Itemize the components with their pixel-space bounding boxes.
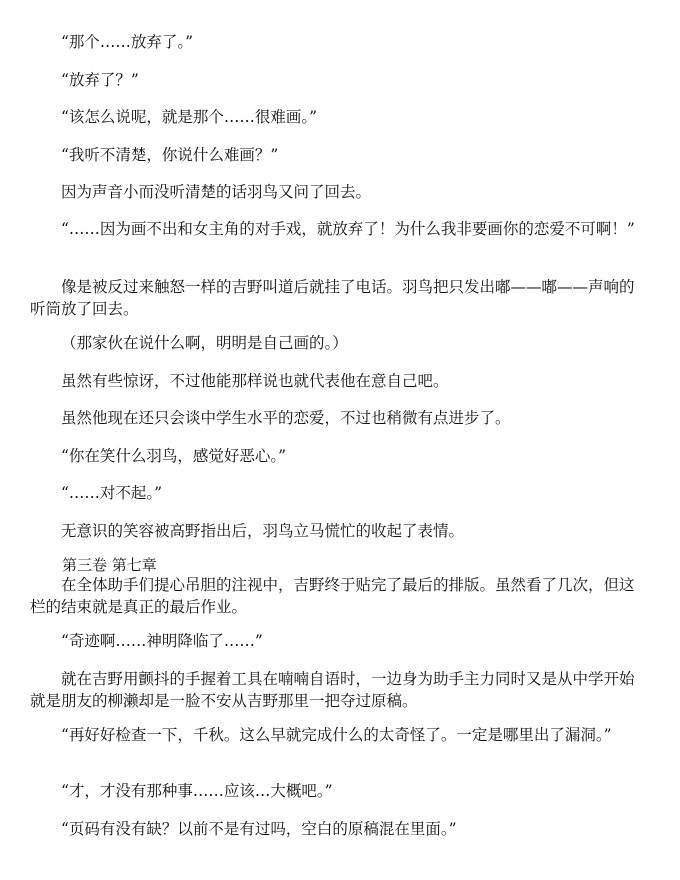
paragraph: 虽然他现在还只会谈中学生水平的恋爱，不过也稍微有点进步了。 — [61, 409, 511, 427]
paragraph: “才，才没有那种事……应该…大概吧。” — [61, 782, 333, 800]
paragraph: 因为声音小而没听清楚的话羽鸟又问了回去。 — [61, 183, 372, 201]
paragraph: “……因为画不出和女主角的对手戏，就放弃了！为什么我非要画你的恋爱不可啊！” — [61, 220, 635, 238]
paragraph: （那家伙在说什么啊，明明是自己画的。） — [61, 334, 348, 352]
paragraph: “……对不起。” — [61, 484, 163, 502]
chapter-heading: 第三卷 第七章 — [62, 556, 157, 574]
paragraph: “我听不清楚，你说什么难画？” — [61, 146, 279, 164]
paragraph: 在全体助手们提心吊胆的注视中，吉野终于贴完了最后的排版。虽然看了几次，但这栏的结束就是真正的最后作业。 — [30, 576, 635, 616]
paragraph: 虽然有些惊讶，不过他能那样说也就代表他在意自己吧。 — [61, 372, 449, 390]
paragraph: “页码有没有缺？以前不是有过吗，空白的原稿混在里面。” — [61, 820, 457, 838]
paragraph: “那个……放弃了。” — [61, 33, 194, 51]
paragraph: 像是被反过来触怒一样的吉野叫道后就挂了电话。羽鸟把只发出嘟——嘟——声响的听筒放了回去。 — [30, 278, 635, 318]
paragraph: “再好好检查一下，千秋。这么早就完成什么的太奇怪了。一定是哪里出了漏洞。” — [61, 726, 612, 744]
paragraph: “你在笑什么羽鸟，感觉好恶心。” — [61, 447, 287, 465]
paragraph: “该怎么说呢，就是那个……很难画。” — [61, 108, 318, 126]
paragraph: “奇迹啊……神明降临了……” — [61, 632, 263, 650]
paragraph: 无意识的笑容被高野指出后，羽鸟立马慌忙的收起了表情。 — [61, 522, 465, 540]
paragraph: 就在吉野用颤抖的手握着工具在喃喃自语时，一边身为助手主力同时又是从中学开始就是朋友的柳濑却是一脸不安从吉野那里一把夺过原稿。 — [30, 670, 635, 710]
paragraph: “放弃了？” — [61, 71, 139, 89]
